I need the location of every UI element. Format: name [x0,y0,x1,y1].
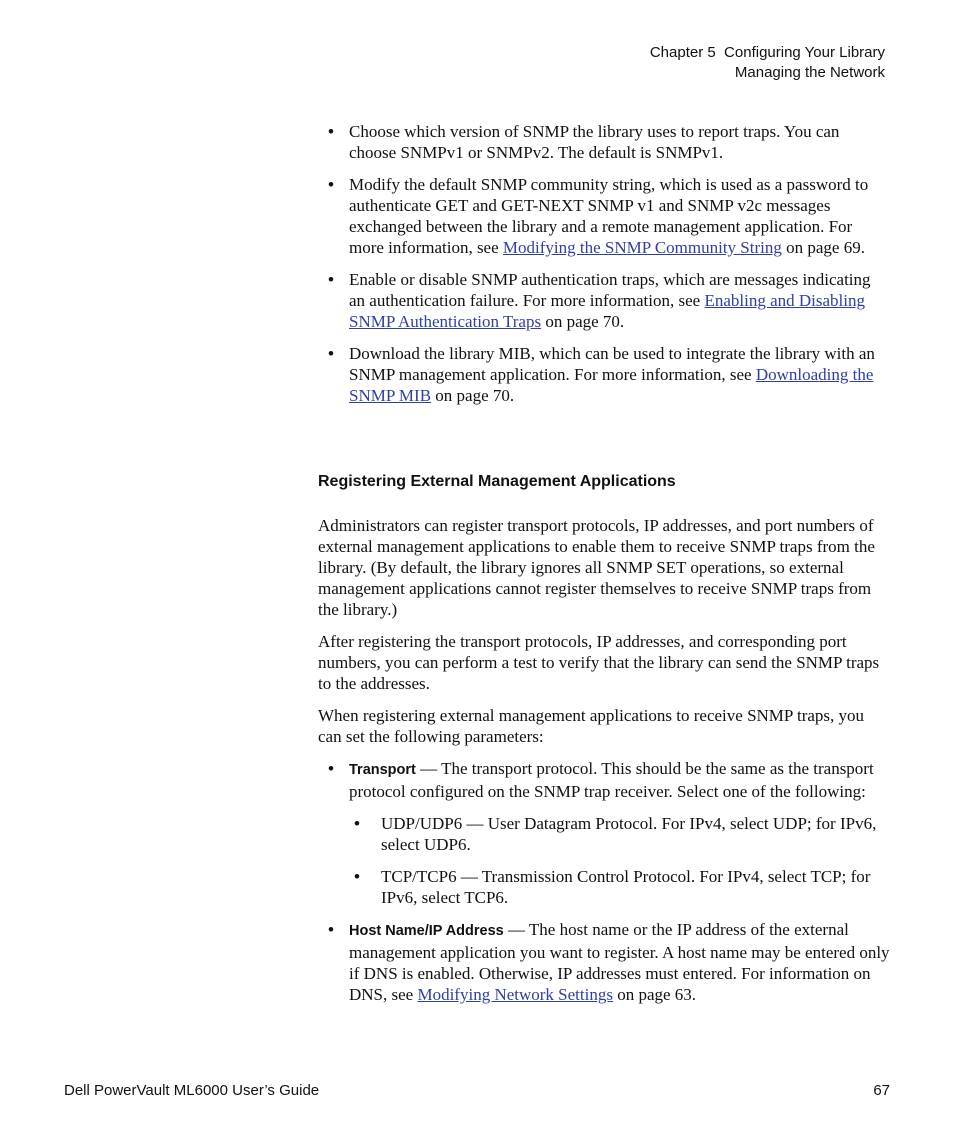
running-header [650,43,885,83]
param-transport: • Transport — The transport protocol. This should be the same as the transport protocol configured on the SNMP trap receiver. Select one of the following: [318,758,890,802]
bullet-snmp-version: • Choose which version of SNMP the library uses to report traps. You can choose SNMPv1 or SNMPv2. The default is SNMPv1. [318,121,890,163]
chapter-title: Chapter 5 Configuring Your Library [649,44,885,61]
intro-bullet-list-container [318,121,890,417]
section-body [318,515,890,1016]
paragraph-after-registering: After registering the transport protocols, IP addresses, and corresponding port numbers, you can perform a test to verify that the library can send the SNMP traps to the addresses. [318,632,880,693]
bullet-download-mib: • Download the library MIB, which can be used to integrate the library with an SNMP management application. For more information, see Downloading the SNMP MIB on page 70. [318,343,890,406]
section-heading: Registering External Management Applications [318,473,676,490]
paragraph-when-registering: When registering external management applications to receive SNMP traps, you can set the following parameters: [318,706,865,746]
document-title: Dell PowerVault ML6000 User’s Guide [64,1082,320,1099]
paragraph-administrators: Administrators can register transport protocols, IP addresses, and port numbers of external management applications to enable them to receive SNMP traps from the library. (By default, the library ignores all SNMP SET operations, so external management applications cannot register themselves to receive SNMP traps from the library.) [318,516,875,619]
parameter-list-continued [318,919,890,1005]
option-tcp: • TCP/TCP6 — Transmission Control Protocol. For IPv4, select TCP; for IPv6, select TCP6. [318,866,890,908]
link-modifying-network-settings[interactable]: Modifying Network Settings [417,985,613,1004]
param-host: • Host Name/IP Address — The host name or the IP address of the external management application you want to register. A host name may be entered only if DNS is enabled. Otherwise, IP addresses must entered. For information on DNS, see Modifying Network Settings on page 63. [318,919,890,1005]
section-title: Managing the Network [734,64,885,81]
intro-bullet-list [318,121,890,406]
section-heading-container [318,472,890,492]
option-udp: • UDP/UDP6 — User Datagram Protocol. For IPv4, select UDP; for IPv6, select UDP6. [318,813,890,855]
term-host: Host Name/IP Address [349,923,504,939]
parameter-list [318,758,890,802]
transport-option-list [318,813,890,908]
link-enabling-authentication-traps[interactable]: Enabling and Disabling SNMP Authentication Traps [349,291,865,331]
term-transport: Transport [349,762,416,778]
link-downloading-snmp-mib[interactable]: Downloading the SNMP MIB [349,365,874,405]
link-modifying-community-string[interactable]: Modifying the SNMP Community String [502,238,782,257]
bullet-authentication-traps: • Enable or disable SNMP authentication traps, which are messages indicating an authentication failure. For more information, see Enabling and Disabling SNMP Authentication Traps on page 70. [318,269,890,332]
page-number: 67 [873,1082,890,1099]
page-footer [64,1081,890,1101]
bullet-community-string: • Modify the default SNMP community string, which is used as a password to authenticate GET and GET-NEXT SNMP v1 and SNMP v2c messages exchanged between the library and a remote management application. For more information, see Modifying the SNMP Community String on page 69. [318,174,890,258]
